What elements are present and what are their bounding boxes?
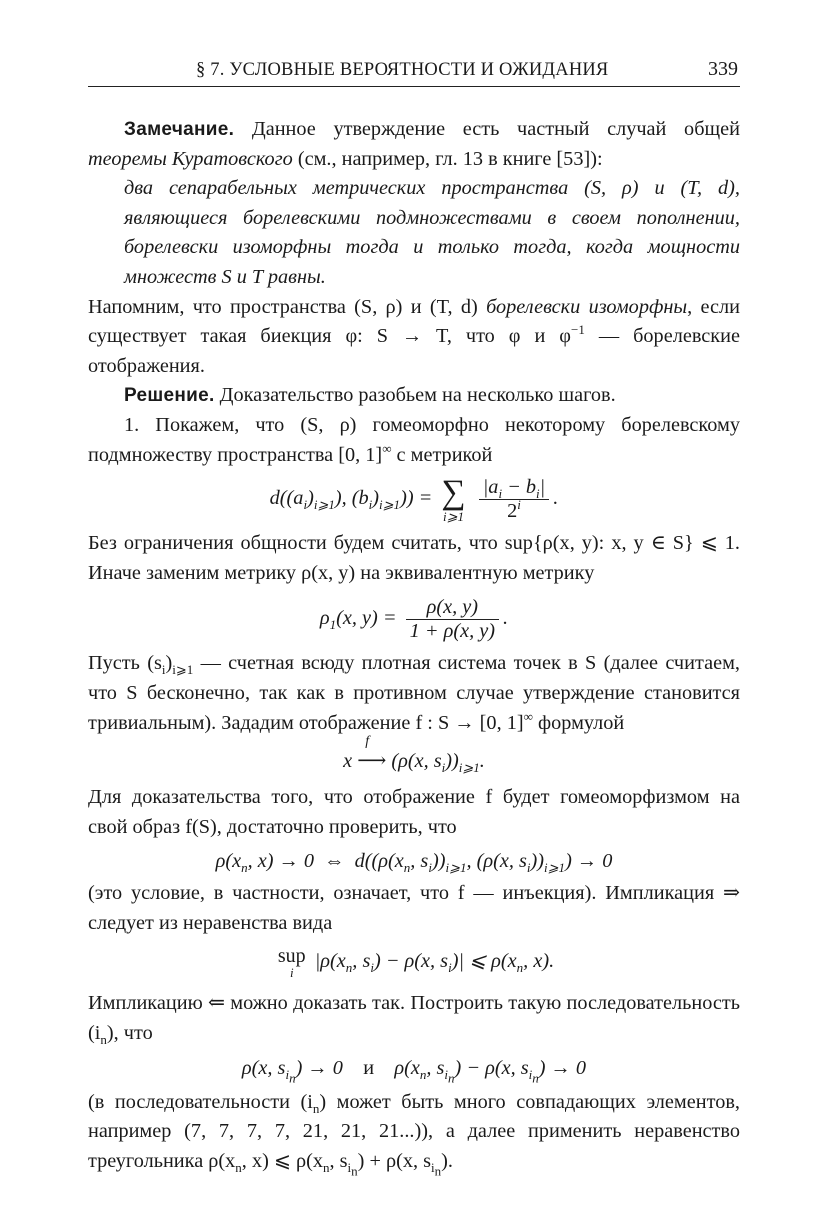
fraction: $\frac{\rho(x, y)}{1 + \rho(x, y)}$ — [406, 596, 499, 643]
paragraph-dense-set: Пусть $(s_i)_{i⩾1}$ — счетная всюду плотная система точек в S (далее считаем, что S бесконечно, так как в противном случае утверждение становится тривиальным). Зададим отображение f : S → [0, 1]∞ формулой — [88, 652, 740, 734]
reminder-paragraph: Напомним, что пространства (S, ρ) и (T, d) борелевски изоморфны, если существует такая биекция φ: S → T, что φ и $\varphi^{-1}$ — борелевские отображения. — [88, 295, 741, 377]
paragraph-sup-bound: Без ограничения общности будем считать, что sup{ρ(x, y): x, y ∈ S} ⩽ 1. Иначе заменим метрику ρ(x, y) на эквивалентную метрику — [88, 532, 740, 584]
formula-metric-d: $d((a_i)_{i⩾1})$, $(b_i)_{i⩾1}$)) = ∑ i⩾1 $\frac{|a_i - b_i|}{2^i}$ . — [269, 474, 559, 525]
theorem-name: теоремы Куратовского — [88, 147, 293, 170]
fraction: $\frac{|a_i - b_i|}{2^i}$ — [479, 476, 550, 523]
arrow-f: f ⟶ — [357, 734, 387, 773]
paragraph-converse: Импликацию ⇐ можно доказать так. Построить такую последовательность $(i_n)$, что — [88, 992, 740, 1048]
section-title: § 7. УСЛОВНЫЕ ВЕРОЯТНОСТИ И ОЖИДАНИЯ — [196, 60, 609, 80]
solution-paragraph: Решение. Доказательство разобьем на несколько шагов. — [124, 384, 616, 407]
formula-subsequence: ρ(x, $s_{i_n}) \to 0$ и $\rho(x_n$, $s_{i_n}) - \rho(x$, $s_{i_n}) \to 0$ — [241, 1056, 587, 1086]
paragraph-injection: (это условие, в частности, означает, что f — инъекция). Импликация ⇒ следует из неравенства вида — [88, 882, 740, 934]
remark-paragraph: Замечание. Данное утверждение есть частный случай общей теоремы Куратовского (см., например, гл. 13 в книге [53]): — [88, 118, 740, 170]
solution-label: Решение. — [124, 385, 215, 407]
running-header — [88, 56, 740, 87]
formula-metric-rho1: $\rho_1(x$, y) = $\frac{\rho(x, y)}{1 + \rho(x, y)}$ . — [319, 596, 509, 643]
paragraph-homeomorphism: Для доказательства того, что отображение f будет гомеоморфизмом на свой образ f(S), достаточно проверить, что — [88, 786, 740, 838]
formula-map-f: x f ⟶ (ρ(x, $s_i))_{i⩾1}$. — [343, 734, 485, 776]
theorem-statement: два сепарабельных метрических пространства (S, ρ) и (T, d), являющиеся борелевскими подмножествами в своем пополнении, борелевски изоморфны тогда и только тогда, когда мощности множеств S и T равны. — [124, 177, 740, 288]
formula-inequality: sup i $|\rho(x_n$, $s_i) - \rho(x$, $s_i)|$ ⩽ $\rho(x_n$, x). — [277, 945, 555, 981]
sum-operator: ∑ i⩾1 — [441, 474, 466, 525]
remark-label: Замечание. — [124, 119, 235, 140]
paragraph-triangle: (в последовательности $(i_n)$ может быть много совпадающих элементов, например (7, 7, 7, 7, 21, 21, 21...)), а далее применить неравенство треугольника $\rho(x_n$, x) ⩽ $\rho(x_n$, $s_{i_n}) + \rho(x$, $s_{i_n}$). — [88, 1090, 740, 1179]
formula-equivalence: $\rho(x_n$, x) → 0 ⇔ $d((\rho(x_n$, $s_i))_{i⩾1}$, (ρ(x, $s_i))_{i⩾1}) \to 0$ — [215, 850, 613, 876]
book-page — [88, 56, 741, 1179]
page-number: 339 — [708, 58, 738, 80]
step1-paragraph: 1. Покажем, что (S, ρ) гомеоморфно некоторому борелевскому подмножеству пространства [0, 1]∞ с метрикой — [88, 413, 740, 466]
